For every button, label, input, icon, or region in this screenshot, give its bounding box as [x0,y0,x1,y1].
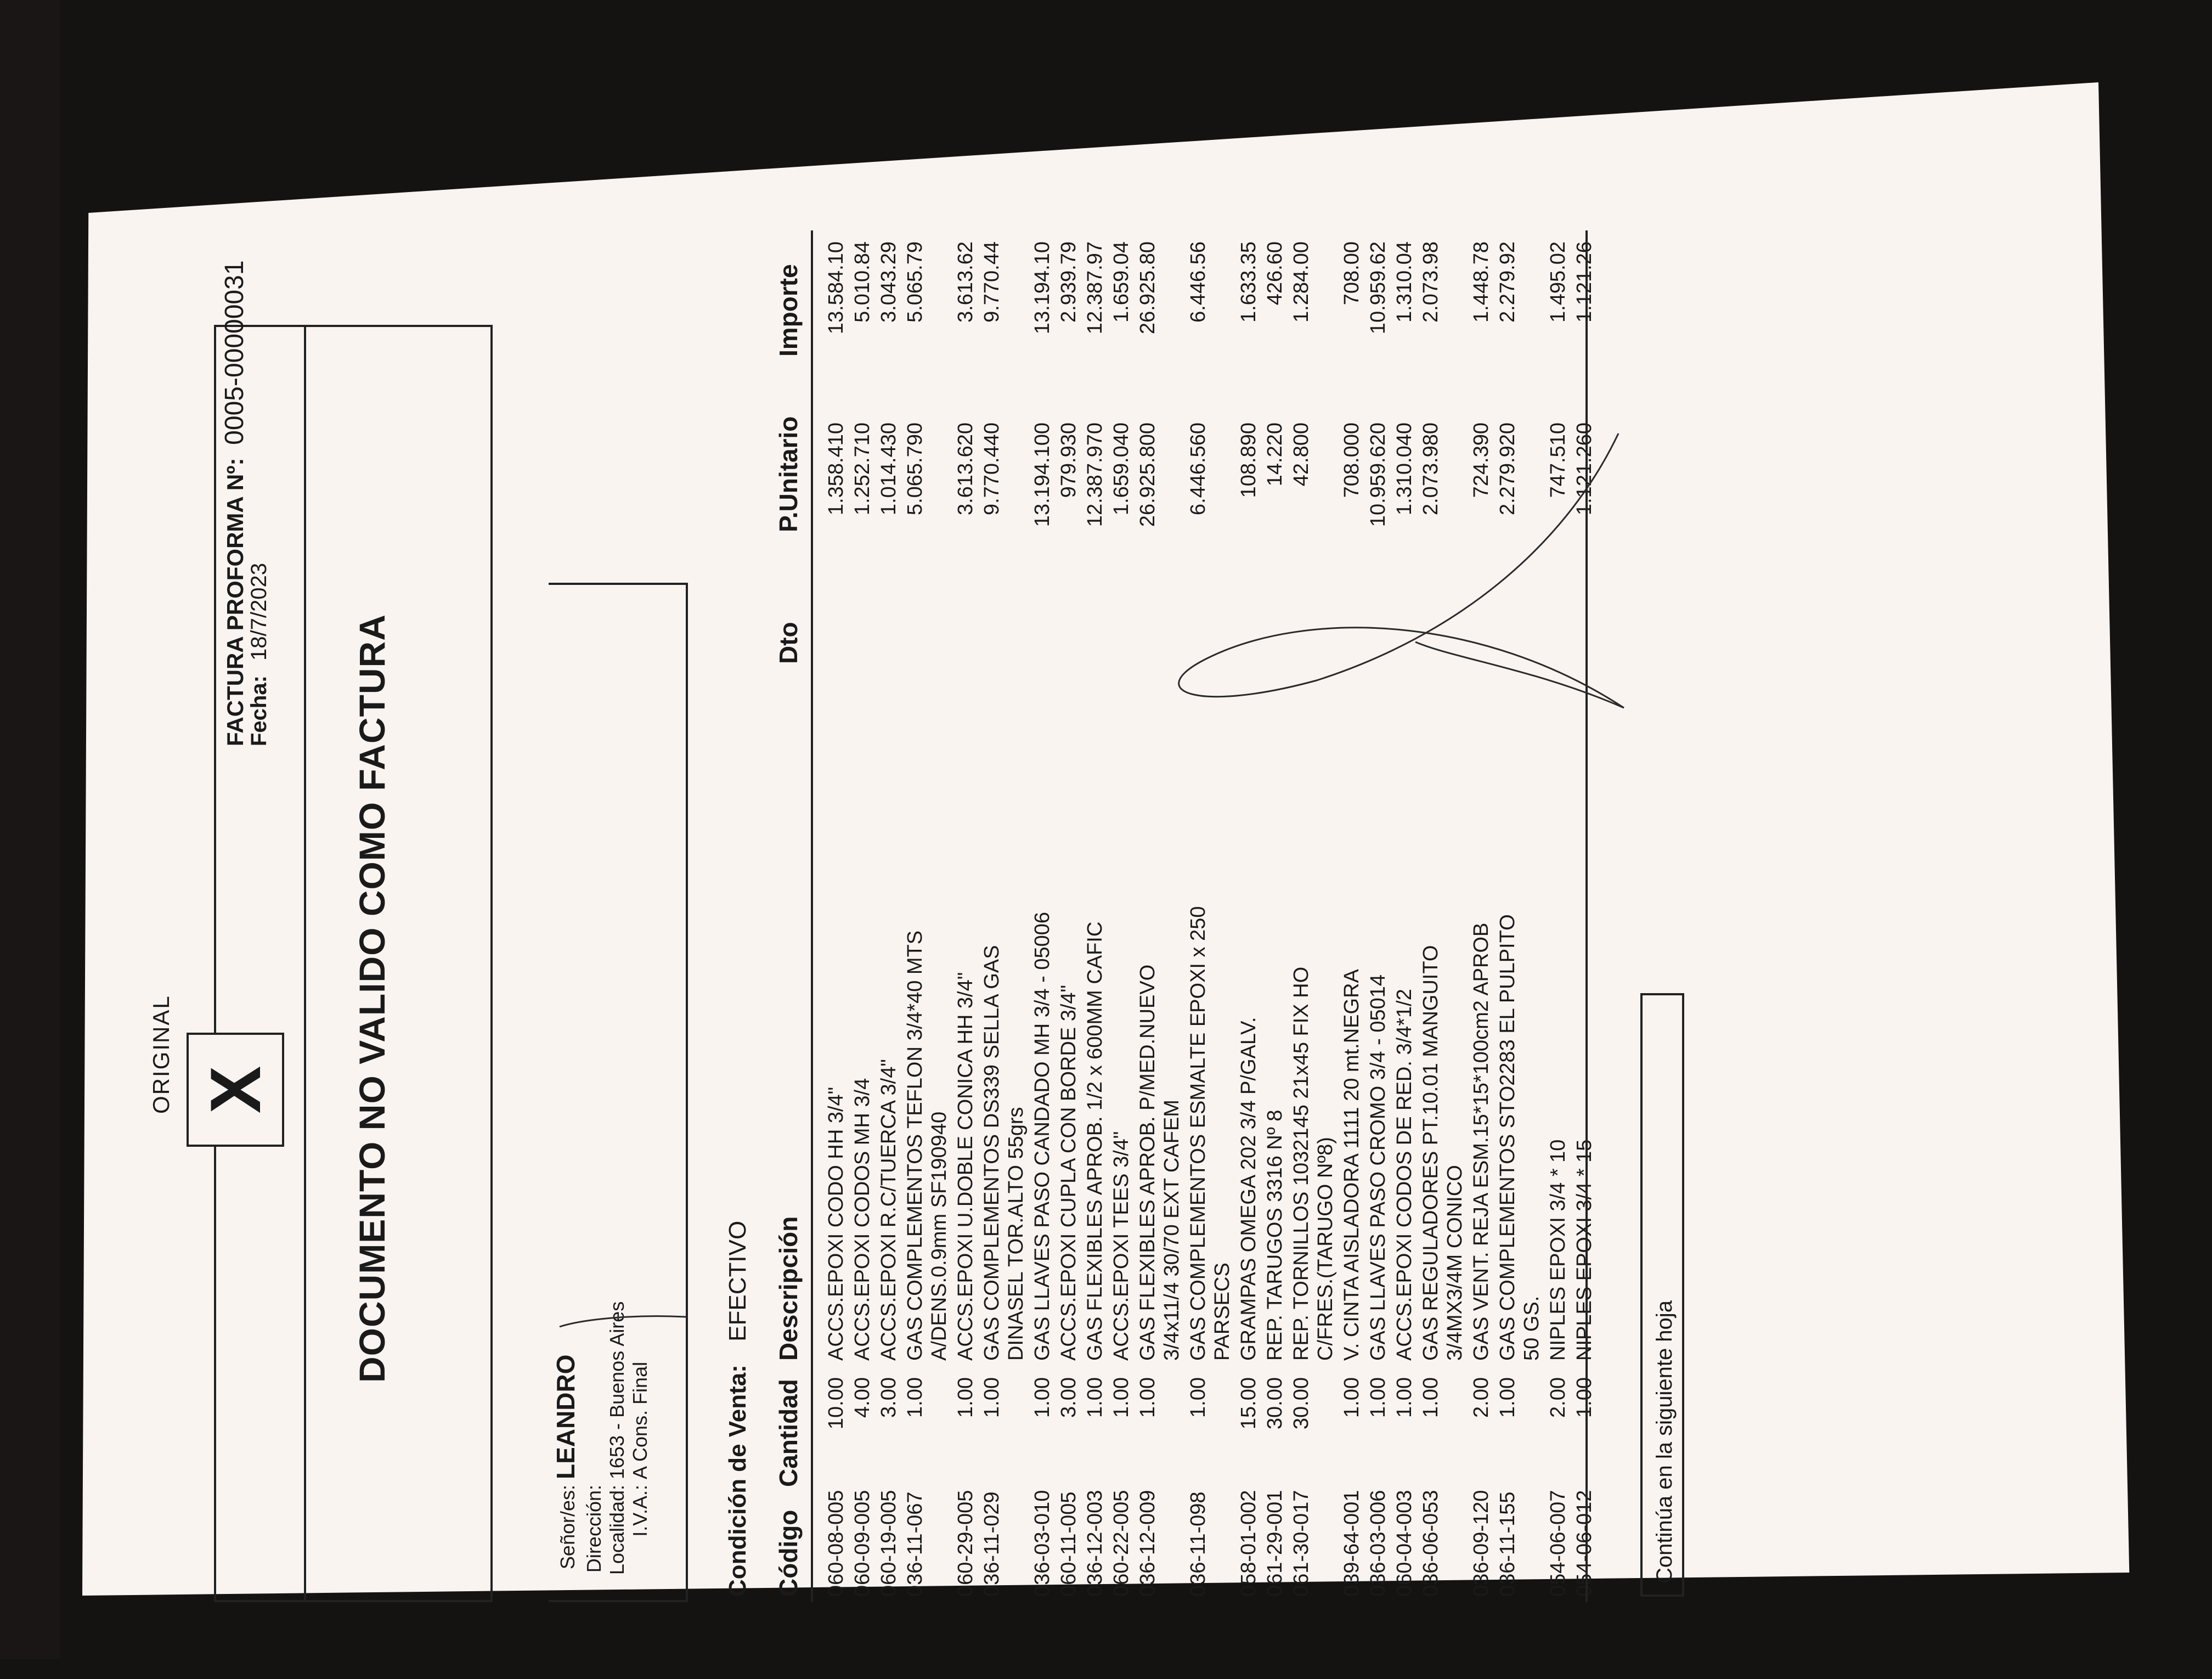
header-unitario: P.Unitario [774,416,803,532]
row-code: 036-06-053 [1419,1490,1442,1597]
header-cantidad: Cantidad [774,1379,803,1487]
row-code: 060-29-005 [954,1490,977,1597]
row-unit-price: 9.770.440 [980,422,1003,516]
row-unit-price: 1.014.430 [877,422,900,516]
row-code: 061-30-017 [1290,1490,1313,1597]
row-amount: 1.633.35 [1237,241,1260,323]
row-description-line: ACCS.EPOXI CODOS MH 3/4 [851,1078,874,1361]
document-type-box: X [187,1033,284,1147]
row-description-line: GAS REGULADORES PT.10.01 MANGUITO [1419,945,1442,1361]
row-quantity: 2.00 [1547,1377,1570,1418]
row-quantity: 15.00 [1237,1377,1260,1430]
row-quantity: 1.00 [1187,1377,1210,1418]
row-amount: 6.446.56 [1187,241,1210,323]
row-amount: 1.495.02 [1547,241,1570,323]
row-amount: 1.284.00 [1290,241,1313,323]
row-code: 036-11-067 [904,1491,927,1597]
row-description-line: GAS FLEXIBLES APROB. 1/2 x 600MM CAFIC [1084,921,1107,1361]
row-code: 061-29-001 [1263,1490,1286,1597]
row-description-line: GAS COMPLEMENTOS DS339 SELLA GAS [980,945,1003,1361]
row-amount: 1.448.78 [1470,241,1493,323]
row-description-line: 50 GS. [1520,1295,1543,1361]
row-amount: 10.959.62 [1367,241,1390,335]
senores-label: Señor/es: [556,1485,579,1570]
row-code: 036-09-120 [1470,1490,1493,1597]
row-amount: 5.065.79 [904,241,927,323]
row-code: 036-11-029 [980,1491,1003,1597]
row-unit-price: 708.000 [1340,422,1363,498]
row-description-line: GAS COMPLEMENTOS TEFLON 3/4*40 MTS [904,930,927,1361]
row-quantity: 1.00 [1573,1377,1596,1418]
row-description-line: NIPLES EPOXI 3/4 * 10 [1547,1139,1570,1361]
row-description-line: NIPLES EPOXI 3/4 * 15 [1573,1139,1596,1361]
row-code: 060-19-005 [877,1490,900,1597]
row-code: 036-11-098 [1187,1491,1210,1597]
row-amount: 5.010.84 [851,241,874,323]
row-quantity: 10.00 [825,1377,848,1430]
row-description-line: GAS FLEXIBLES APROB. P/MED.NUEVO [1136,964,1159,1361]
row-quantity: 1.00 [1393,1377,1416,1418]
original-label: ORIGINAL [148,995,174,1114]
row-unit-price: 1.310.040 [1393,422,1416,516]
row-unit-price: 1.358.410 [825,422,848,516]
header-importe: Importe [774,264,803,357]
row-quantity: 1.00 [1136,1377,1159,1418]
proforma-value: 0005-00000031 [220,260,249,445]
row-description-line: REP. TARUGOS 3316 Nº 8 [1263,1109,1286,1361]
proforma-label: FACTURA PROFORMA Nº: [222,458,248,746]
continues-note: Continúa en la siguiente hoja [1640,993,1684,1597]
sale-condition-value: EFECTIVO [724,1220,751,1342]
row-amount: 13.194.10 [1031,241,1054,335]
row-unit-price: 26.925.800 [1136,422,1159,527]
row-quantity: 1.00 [1496,1377,1519,1418]
row-description-line: PARSECS [1211,1263,1234,1361]
client-name: LEANDRO [551,1354,580,1479]
row-amount: 426.60 [1263,241,1286,306]
row-description-line: ACCS.EPOXI U.DOBLE CONICA HH 3/4" [954,972,977,1361]
row-unit-price: 42.800 [1290,422,1313,487]
row-quantity: 30.00 [1290,1377,1313,1430]
row-quantity: 1.00 [1031,1377,1054,1418]
row-amount: 1.121.26 [1573,241,1596,323]
row-description-line: ACCS.EPOXI CUPLA CON BORDE 3/4" [1057,984,1080,1361]
row-quantity: 3.00 [1057,1377,1080,1418]
row-unit-price: 12.387.970 [1084,422,1107,527]
row-description-line: GAS VENT. REJA ESM.15*15*100cm2 APROB [1470,922,1493,1361]
row-code: 054-06-007 [1547,1490,1570,1597]
row-amount: 9.770.44 [980,241,1003,323]
row-description-line: ACCS.EPOXI CODO HH 3/4" [825,1086,848,1361]
row-code: 036-12-009 [1136,1490,1159,1597]
row-amount: 2.073.98 [1419,241,1442,323]
row-description-line: REP. TORNILLOS 1032145 21x45 FIX HO [1290,966,1313,1361]
row-code: 054-06-012 [1573,1490,1596,1597]
row-code: 036-12-003 [1084,1490,1107,1597]
row-unit-price: 979.930 [1057,422,1080,498]
row-quantity: 1.00 [1419,1377,1442,1418]
row-amount: 13.584.10 [825,241,848,335]
row-description-line: GAS COMPLEMENTOS STO2283 EL PULPITO [1496,914,1519,1361]
row-amount: 3.043.29 [877,241,900,323]
row-description-line: V. CINTA AISLADORA 1111 20 mt.NEGRA [1340,969,1363,1361]
row-amount: 26.925.80 [1136,241,1159,335]
header-dto: Dto [774,622,803,664]
row-quantity: 1.00 [980,1377,1003,1418]
header-codigo: Código [774,1509,803,1597]
row-code: 060-22-005 [1110,1490,1133,1597]
row-quantity: 30.00 [1263,1377,1286,1430]
row-unit-price: 747.510 [1547,422,1570,498]
row-amount: 1.659.04 [1110,241,1133,323]
row-quantity: 1.00 [1367,1377,1390,1418]
row-unit-price: 2.279.920 [1496,422,1519,516]
row-description-line: C/FRES.(TARUGO Nº8) [1314,1137,1337,1361]
row-quantity: 1.00 [1084,1377,1107,1418]
row-description-line: ACCS.EPOXI R.C/TUERCA 3/4" [877,1059,900,1361]
row-description-line: ACCS.EPOXI CODOS DE RED. 3/4*1/2 [1393,989,1416,1361]
row-unit-price: 6.446.560 [1187,422,1210,516]
sale-condition-label: Condición de Venta: [724,1365,751,1597]
row-description-line: A/DENS.0.9mm SF190940 [928,1111,951,1361]
row-quantity: 1.00 [904,1377,927,1418]
row-amount: 12.387.97 [1084,241,1107,335]
row-description-line: GAS LLAVES PASO CROMO 3/4 - 05014 [1367,974,1390,1361]
row-unit-price: 10.959.620 [1367,422,1390,527]
row-amount: 2.939.79 [1057,241,1080,323]
row-amount: 3.613.62 [954,241,977,323]
row-unit-price: 1.659.040 [1110,422,1133,516]
row-code: 060-08-005 [825,1490,848,1597]
fecha-label: Fecha: [247,675,271,746]
row-unit-price: 3.613.620 [954,422,977,516]
direccion-label: Dirección: [583,1485,605,1573]
row-quantity: 1.00 [1110,1377,1133,1418]
row-amount: 708.00 [1340,241,1363,306]
row-amount: 1.310.04 [1393,241,1416,323]
row-unit-price: 5.065.790 [904,422,927,516]
row-quantity: 3.00 [877,1377,900,1418]
row-unit-price: 14.220 [1263,422,1286,487]
localidad-value: 1653 - Buenos Aires [606,1301,628,1479]
row-description-line: ACCS.EPOXI TEES 3/4" [1110,1131,1133,1361]
row-description-line: GRAMPAS OMEGA 202 3/4 P/GALV. [1237,1017,1260,1361]
header-descripcion: Descripción [774,1216,803,1361]
row-code: 058-01-002 [1237,1490,1260,1597]
row-quantity: 1.00 [1340,1377,1363,1418]
localidad-label: Localidad: [606,1485,628,1575]
row-code: 036-11-155 [1496,1491,1519,1597]
row-unit-price: 13.194.100 [1031,422,1054,527]
row-unit-price: 1.252.710 [851,422,874,516]
row-code: 039-64-001 [1340,1490,1363,1597]
row-unit-price: 108.890 [1237,422,1260,498]
row-amount: 2.279.92 [1496,241,1519,323]
iva-label: I.V.A.: [629,1485,651,1537]
row-quantity: 1.00 [954,1377,977,1418]
fecha-value: 18/7/2023 [247,562,271,661]
document-title: DOCUMENTO NO VALIDO COMO FACTURA [352,614,392,1383]
row-code: 036-03-006 [1367,1490,1390,1597]
row-code: 036-03-010 [1031,1490,1054,1597]
row-unit-price: 2.073.980 [1419,422,1442,516]
row-description-line: 3/4x11/4 30/70 EXT CAFEM [1160,1100,1183,1361]
row-quantity: 2.00 [1470,1377,1493,1418]
iva-value: A Cons. Final [629,1361,651,1479]
row-code: 060-11-005 [1057,1491,1080,1597]
row-code: 060-09-005 [851,1490,874,1597]
row-description-line: GAS LLAVES PASO CANDADO MH 3/4 - 05006 [1031,911,1054,1361]
row-unit-price: 724.390 [1470,422,1493,498]
row-code: 060-04-003 [1393,1490,1416,1597]
row-description-line: DINASEL TOR.ALTO 55grs [1005,1107,1028,1361]
row-quantity: 4.00 [851,1377,874,1418]
row-unit-price: 1.121.260 [1573,422,1596,516]
row-description-line: GAS COMPLEMENTOS ESMALTE EPOXI x 250 [1187,906,1210,1361]
row-description-line: 3/4MX3/4M CONICO [1443,1165,1466,1361]
